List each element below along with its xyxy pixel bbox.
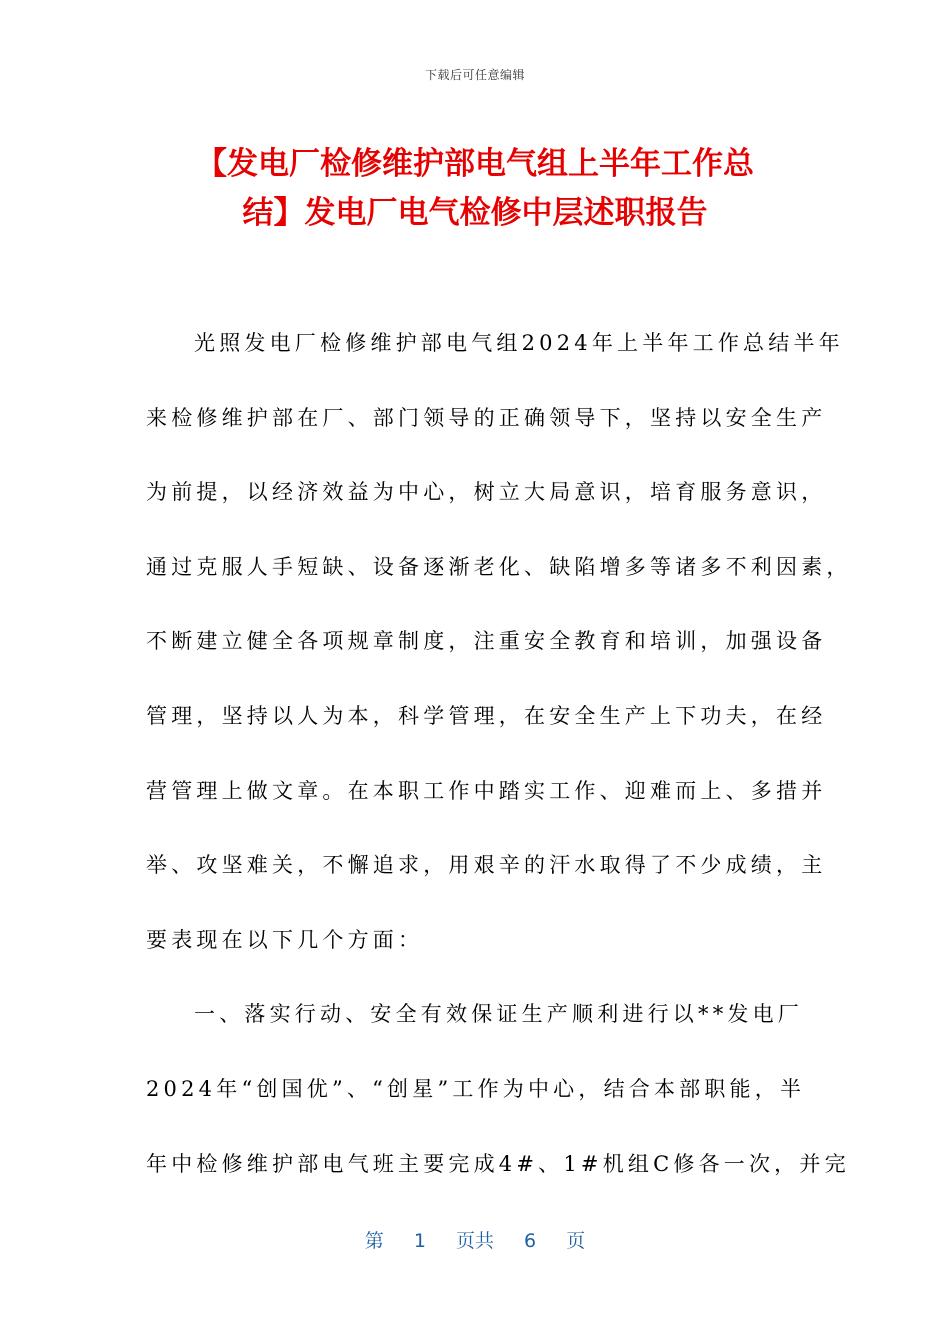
paragraph-line: 通过克服人手短缺、设备逐渐老化、缺陷增多等诸多不利因素，: [146, 554, 852, 579]
footer-suffix: 页: [566, 1230, 586, 1252]
total-page-number: 6: [524, 1230, 537, 1252]
paragraph-line: 举、攻坚难关，不懈追求，用艰辛的汗水取得了不少成绩，主: [146, 853, 827, 878]
paragraph-line: 来检修维护部在厂、部门领导的正确领导下，坚持以安全生产: [146, 405, 827, 430]
section-heading-line: 一、落实行动、安全有效保证生产顺利进行以**发电厂: [194, 1002, 803, 1027]
document-title: [150, 140, 800, 238]
footer-prefix: 第: [364, 1230, 384, 1252]
title-line-2: 结】发电厂电气检修中层述职报告: [242, 195, 708, 231]
paragraph-line: 不断建立健全各项规章制度，注重安全教育和培训，加强设备: [146, 629, 827, 654]
paragraph-line: 为前提，以经济效益为中心，树立大局意识，培育服务意识，: [146, 480, 827, 505]
paragraph-line: 光照发电厂检修维护部电气组2024年上半年工作总结半年: [194, 331, 844, 355]
page-footer: [0, 1226, 950, 1253]
paragraph-line: 要表现在以下几个方面：: [146, 927, 424, 952]
paragraph-line: 年中检修维护部电气班主要完成4#、1#机组C修各一次，并完: [146, 1151, 850, 1176]
paragraph-line: 2024年“创国优”、“创星”工作为中心，结合本部职能，半: [146, 1076, 806, 1101]
title-line-1: 【发电厂检修维护部电气组上半年工作总: [196, 146, 754, 182]
paragraph-line: 管理，坚持以人为本，科学管理，在安全生产上下功夫，在经: [146, 703, 827, 728]
current-page-number: 1: [413, 1230, 426, 1252]
paragraph-line: 营管理上做文章。在本职工作中踏实工作、迎难而上、多措并: [146, 778, 827, 803]
body-text: [146, 322, 852, 1217]
footer-middle: 页共: [455, 1230, 494, 1252]
header-note: 下载后可任意编辑: [424, 68, 525, 82]
